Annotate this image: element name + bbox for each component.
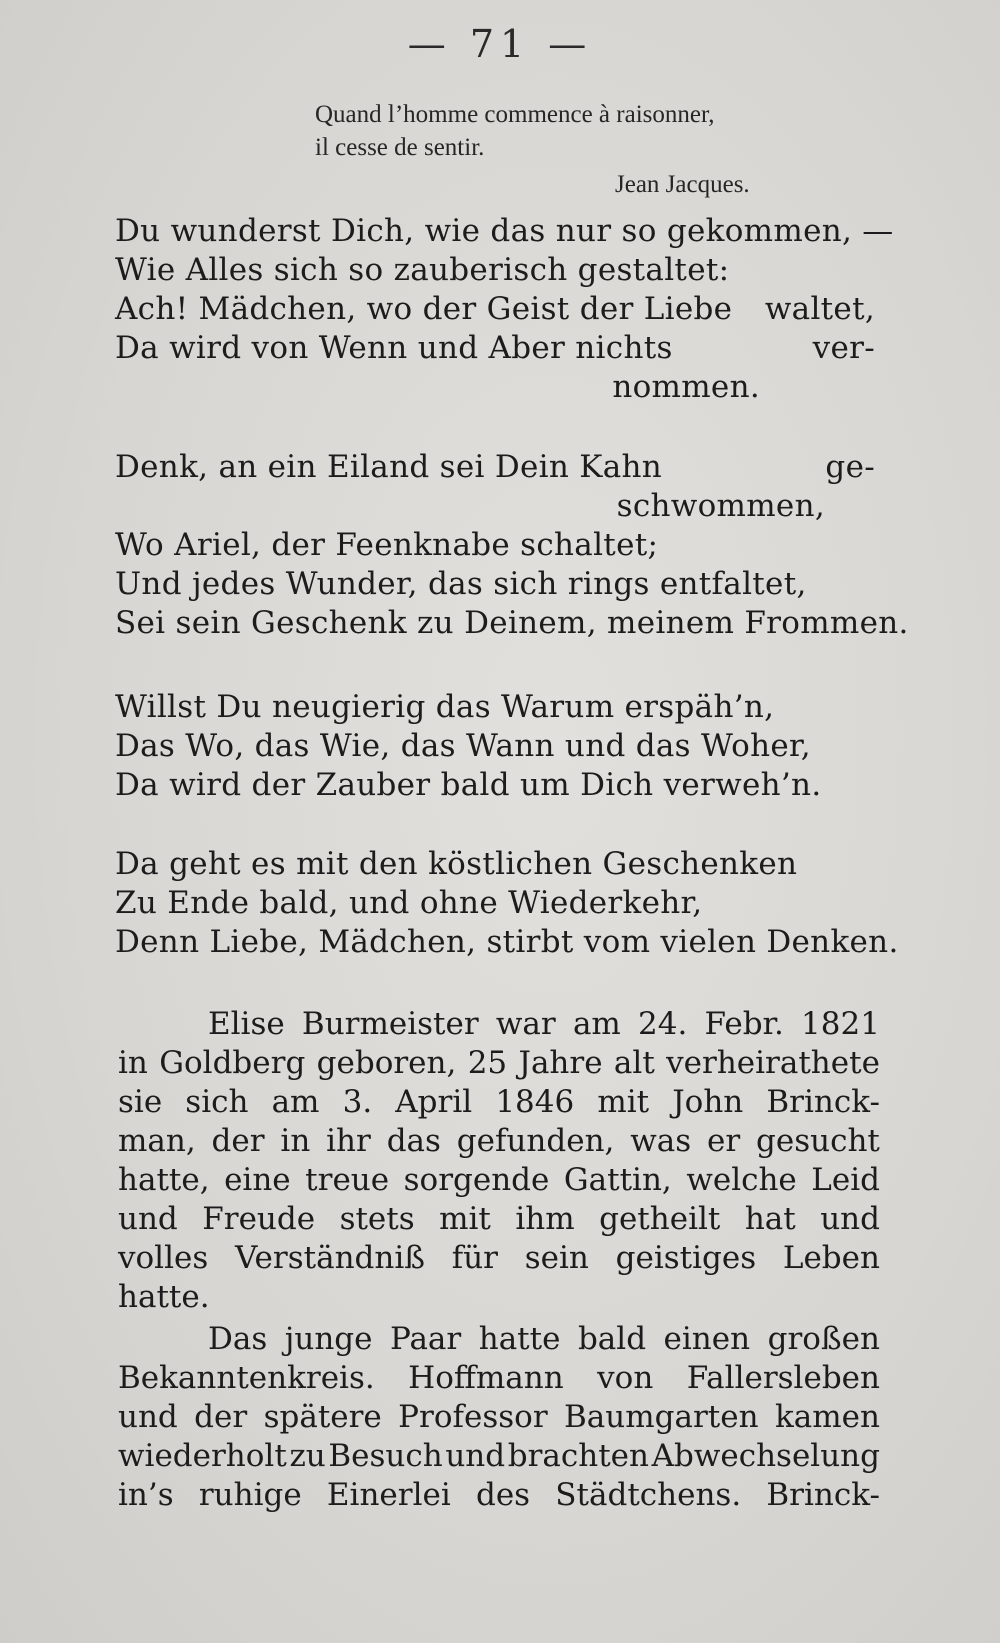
word: Jahre (518, 1045, 603, 1081)
word: kamen (774, 1399, 880, 1435)
word: Leben (782, 1240, 880, 1276)
word: Gattin, (563, 1162, 672, 1198)
verse-fragment: ver- (812, 330, 875, 366)
word: wiederholt (118, 1438, 287, 1474)
word: ruhige (198, 1477, 302, 1513)
verse-line: Willst Du neugierig das Warum erspäh’n, (115, 689, 775, 725)
word: ihr (326, 1123, 371, 1159)
word: spätere (263, 1399, 382, 1435)
word: April (395, 1084, 473, 1120)
word: was (630, 1123, 692, 1159)
text-line (118, 1476, 880, 1515)
word: und (445, 1438, 506, 1474)
word: 1846 (495, 1084, 575, 1120)
verse-line: Wie Alles sich so zauberisch gestaltet: (115, 252, 730, 288)
verse-line-continuation: nommen. (612, 369, 760, 405)
text-line (118, 1005, 880, 1044)
verse-line (115, 329, 875, 368)
word: 1821 (801, 1006, 880, 1042)
poem-stanza-4 (115, 845, 899, 962)
epigraph-line: Quand l’homme commence à raisonner, (315, 101, 715, 128)
text-line (118, 1122, 880, 1161)
word: und (118, 1399, 178, 1435)
word: junge (284, 1321, 373, 1357)
word: volles (118, 1240, 209, 1276)
word: einen (663, 1321, 751, 1357)
word: brachten (507, 1438, 649, 1474)
word: und (118, 1201, 178, 1237)
verse-fragment: Da wird von Wenn und Aber nichts (115, 330, 673, 366)
poem-stanza-3 (115, 688, 875, 805)
epigraph-line: il cesse de sentir. (315, 134, 485, 161)
word: man, (118, 1123, 196, 1159)
word: hatte, (118, 1162, 210, 1198)
word: geistiges (615, 1240, 757, 1276)
word: sie (118, 1084, 163, 1120)
word: geboren, (316, 1045, 457, 1081)
text-line (118, 1044, 880, 1083)
word: alt (613, 1045, 655, 1081)
word: Baumgarten (564, 1399, 759, 1435)
verse-line: Denn Liebe, Mädchen, stirbt vom vielen Denken. (115, 924, 899, 960)
verse-line: Das Wo, das Wie, das Wann und das Woher, (115, 728, 811, 764)
epigraph (315, 98, 835, 201)
word: der (211, 1123, 265, 1159)
word: John (672, 1084, 744, 1120)
verse-line: Du wunderst Dich, wie das nur so gekommen, — (115, 213, 894, 249)
word: in (118, 1045, 148, 1081)
word: am (572, 1006, 621, 1042)
page-number: — 71 — (407, 22, 593, 66)
word: Verständniß (235, 1240, 425, 1276)
word: für (451, 1240, 498, 1276)
word: sich (185, 1084, 249, 1120)
verse-fragment: Ach! Mädchen, wo der Geist der Liebe (115, 291, 733, 327)
word: Paar (389, 1321, 462, 1357)
word: bald (577, 1321, 647, 1357)
word: stets (339, 1201, 415, 1237)
text-line (118, 1437, 880, 1476)
epigraph-author: Jean Jacques. (615, 171, 750, 198)
word: hat (744, 1201, 796, 1237)
paragraph-biography (118, 1005, 880, 1317)
word: Bekanntenkreis. (118, 1360, 375, 1396)
word: Besuch (328, 1438, 443, 1474)
word: der (194, 1399, 248, 1435)
word: Abwechselung (651, 1438, 880, 1474)
word: sorgende (403, 1162, 550, 1198)
word: Professor (398, 1399, 548, 1435)
word: er (707, 1123, 741, 1159)
word: 3. (342, 1084, 373, 1120)
word: Elise (208, 1006, 285, 1042)
word: in (280, 1123, 311, 1159)
word: von (597, 1360, 654, 1396)
paragraph-acquaintances (118, 1320, 880, 1515)
verse-line: Da geht es mit den köstlichen Geschenken (115, 846, 798, 882)
word: verheirathete (666, 1045, 880, 1081)
word: mit (597, 1084, 650, 1120)
word: welche (686, 1162, 797, 1198)
word: und (820, 1201, 880, 1237)
word: mit (439, 1201, 491, 1237)
verse-fragment: Denk, an ein Eiland sei Dein Kahn (115, 449, 663, 485)
word: hatte (478, 1321, 561, 1357)
text-line (118, 1200, 880, 1239)
word: eine (224, 1162, 291, 1198)
word: war (495, 1006, 556, 1042)
word: Fallersleben (686, 1360, 880, 1396)
text-line: hatte. (118, 1279, 210, 1315)
poem-stanza-2 (115, 448, 909, 643)
text-line (118, 1398, 880, 1437)
word: Brinck- (766, 1477, 880, 1513)
verse-fragment: ge- (825, 449, 875, 485)
text-line (118, 1083, 880, 1122)
word: Burmeister (301, 1006, 479, 1042)
word: Brinck- (766, 1084, 880, 1120)
verse-line: Zu Ende bald, und ohne Wiederkehr, (115, 885, 703, 921)
text-line (118, 1320, 880, 1359)
verse-line: Da wird der Zauber bald um Dich verweh’n. (115, 767, 822, 803)
word: getheilt (599, 1201, 721, 1237)
word: gefunden, (456, 1123, 615, 1159)
word: Hoffmann (408, 1360, 564, 1396)
word: treue (305, 1162, 390, 1198)
word: ihm (515, 1201, 575, 1237)
word: Einerlei (326, 1477, 451, 1513)
verse-line: Sei sein Geschenk zu Deinem, meinem Frommen. (115, 605, 909, 641)
word: in’s (118, 1477, 174, 1513)
word: Das (208, 1321, 268, 1357)
word: 25 (467, 1045, 508, 1081)
verse-line: Wo Ariel, der Feenknabe schaltet; (115, 527, 659, 563)
text-line (118, 1359, 880, 1398)
word: Freude (202, 1201, 316, 1237)
verse-line: Und jedes Wunder, das sich rings entfaltet, (115, 566, 807, 602)
verse-line (115, 448, 875, 487)
word: Febr. (704, 1006, 784, 1042)
word: großen (767, 1321, 880, 1357)
word: Goldberg (159, 1045, 306, 1081)
word: zu (289, 1438, 326, 1474)
word: des (475, 1477, 531, 1513)
word: 24. (638, 1006, 688, 1042)
poem-stanza-1 (115, 212, 894, 407)
text-line (118, 1161, 880, 1200)
word: sein (524, 1240, 589, 1276)
word: Städtchens. (555, 1477, 742, 1513)
verse-line (115, 290, 875, 329)
word: gesucht (756, 1123, 880, 1159)
word: Leid (811, 1162, 880, 1198)
text-line (118, 1239, 880, 1278)
verse-fragment: waltet, (764, 291, 875, 327)
verse-line-continuation: schwommen, (616, 488, 825, 524)
word: das (386, 1123, 441, 1159)
word: am (271, 1084, 320, 1120)
